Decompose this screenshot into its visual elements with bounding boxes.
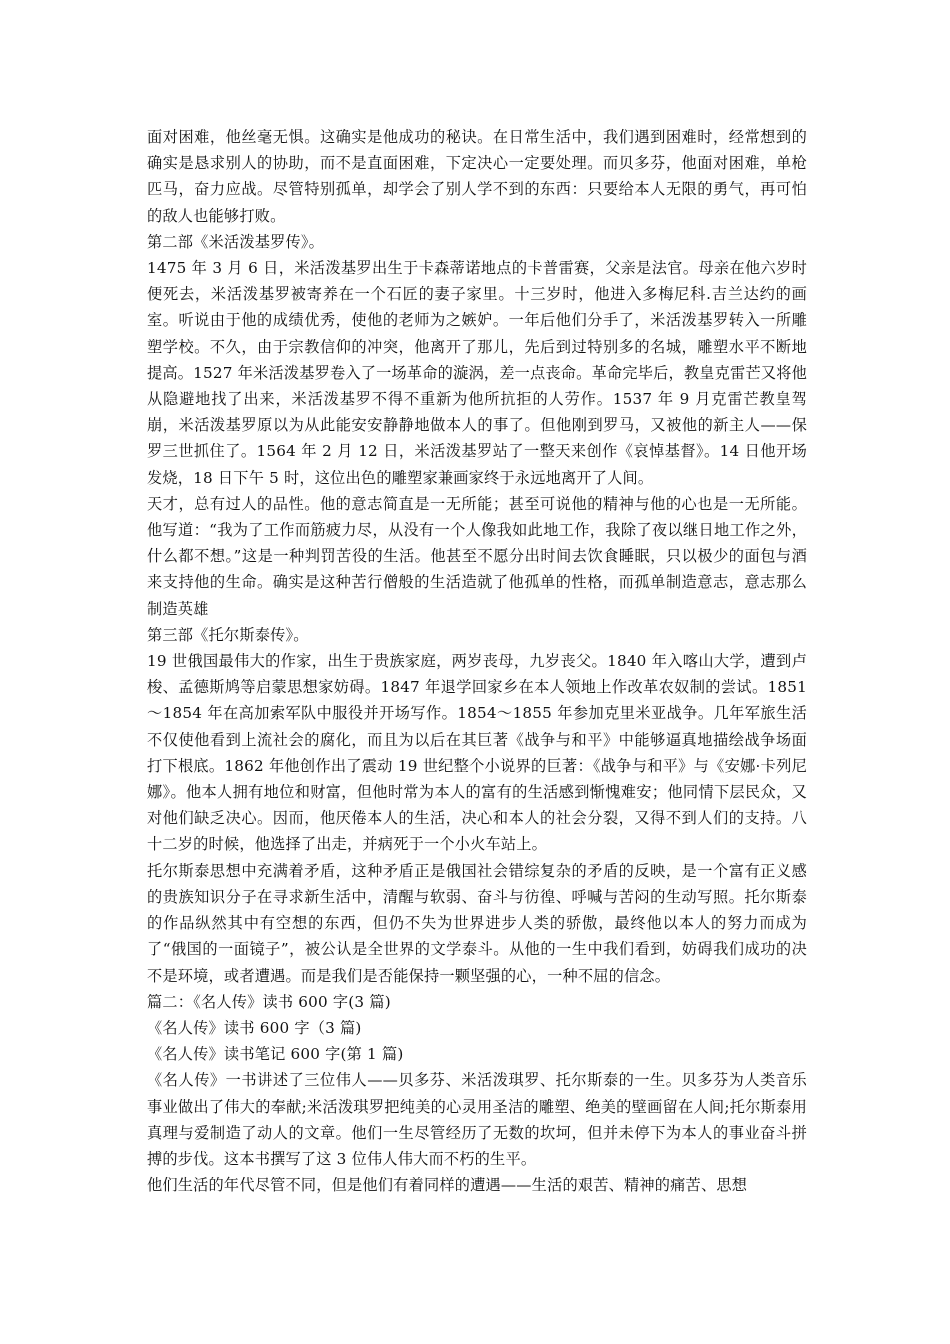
paragraph-shared-hardships: 他们生活的年代尽管不同，但是他们有着同样的遭遇——生活的艰苦、精神的痛苦、思想 — [147, 1176, 748, 1195]
subheading-reading-600: 《名人传》读书 600 字（3 篇) — [147, 1018, 362, 1037]
paragraph-beethoven-conclusion: 面对困难，他丝毫无惧。这确实是他成功的秘诀。在日常生活中，我们遇到困难时，经常想到的确实是恳求别人的协助，而不是直面困难，下定决心一定要处理。而贝多芬，他面对困难，单枪匹马，奋力应战。尽管特别孤单，却学会了别人学不到的东西：只要给本人无限的勇气，再可怕的敌人也能够打败。 — [147, 128, 807, 225]
paragraph-tolstoy-biography: 19 世俄国最伟大的作家，出生于贵族家庭，两岁丧母，九岁丧父。1840 年入喀山大学，遭到卢梭、孟德斯鸠等启蒙思想家妨碍。1847 年退学回家乡在本人领地上作改革农奴制的尝试。1851～1854 年在高加索军队中服役并开场写作。1854～1855 年参加克里米亚战争。几年军旅生活不仅使他看到上流社会的腐化，而且为以后在其巨著《战争与和平》中能够逼真地描绘战争场面打下根底。1862 年他创作出了震动 19 世纪整个小说界的巨著：《战争与和平》与《安娜·卡列尼娜》。他本人拥有地位和财富，但他时常为本人的富有的生活感到惭愧难安；他同情下层民众，又对他们缺乏决心。因而，他厌倦本人的生活，决心和本人的社会分裂，又得不到人们的支持。八十二岁的时候，他选择了出走，并病死于一个小火车站上。 — [147, 652, 807, 854]
paragraph-michelangelo-biography: 1475 年 3 月 6 日，米活泼基罗出生于卡森蒂诺地点的卡普雷赛，父亲是法官。母亲在他六岁时便死去，米活泼基罗被寄养在一个石匠的妻子家里。十三岁时，他进入多梅尼科.吉兰达约的画室。听说由于他的成绩优秀，使他的老师为之嫉妒。一年后他们分手了，米活泼基罗转入一所雕塑学校。不久，由于宗教信仰的冲突，他离开了那儿，先后到过特别多的名城，雕塑水平不断地提高。1527 年米活泼基罗卷入了一场革命的漩涡，差一点丧命。革命完毕后，教皇克雷芒又将他从隐避地找了出来，米活泼基罗不得不重新为他所抗拒的人劳作。1537 年 9 月克雷芒教皇驾崩，米活泼基罗原以为从此能安安静静地做本人的事了。但他刚到罗马，又被他的新主人——保罗三世抓住了。1564 年 2 月 12 日，米活泼基罗站了一整天来创作《哀悼基督》。14 日他开场发烧，18 日下午 5 时，这位出色的雕塑家兼画家终于永远地离开了人间。 — [147, 259, 807, 487]
subheading-reading-notes-1: 《名人传》读书笔记 600 字(第 1 篇) — [147, 1045, 404, 1064]
paragraph-book-summary: 《名人传》一书讲述了三位伟人——贝多芬、米活泼琪罗、托尔斯泰的一生。贝多芬为人类音乐事业做出了伟大的奉献;米活泼琪罗把纯美的心灵用圣洁的雕塑、绝美的壁画留在人间;托尔斯泰用真理与爱制造了动人的文章。他们一生尽管经历了无数的坎坷，但并未停下为本人的事业奋斗拼搏的步伐。这本书撰写了这 3 位伟人伟大而不朽的生平。 — [147, 1071, 807, 1168]
heading-part-three-tolstoy: 第三部《托尔斯泰传》。 — [147, 625, 309, 644]
paragraph-tolstoy-thought: 托尔斯泰思想中充满着矛盾，这种矛盾正是俄国社会错综复杂的矛盾的反映，是一个富有正义感的贵族知识分子在寻求新生活中，清醒与软弱、奋斗与彷徨、呼喊与苦闷的生动写照。托尔斯泰的作品纵然其中有空想的东西，但仍不失为世界进步人类的骄傲，最终他以本人的努力而成为了“俄国的一面镜子”，被公认是全世界的文学泰斗。从他的一生中我们看到，妨碍我们成功的决不是环境，或者遭遇。而是我们是否能保持一颗坚强的心，一种不屈的信念。 — [147, 861, 807, 985]
heading-article-two: 篇二：《名人传》读书 600 字(3 篇) — [147, 992, 391, 1011]
document-page — [147, 124, 807, 1198]
heading-part-two-michelangelo: 第二部《米活泼基罗传》。 — [147, 232, 325, 251]
paragraph-michelangelo-character: 天才，总有过人的品性。他的意志简直是一无所能；甚至可说他的精神与他的心也是一无所能。他写道：“我为了工作而筋疲力尽，从没有一个人像我如此地工作，我除了夜以继日地工作之外，什么都不想。”这是一种判罚苦役的生活。他甚至不愿分出时间去饮食睡眠，只以极少的面包与酒来支持他的生命。确实是这种苦行僧般的生活造就了他孤单的性格，而孤单制造意志，意志那么制造英雄 — [147, 494, 807, 618]
